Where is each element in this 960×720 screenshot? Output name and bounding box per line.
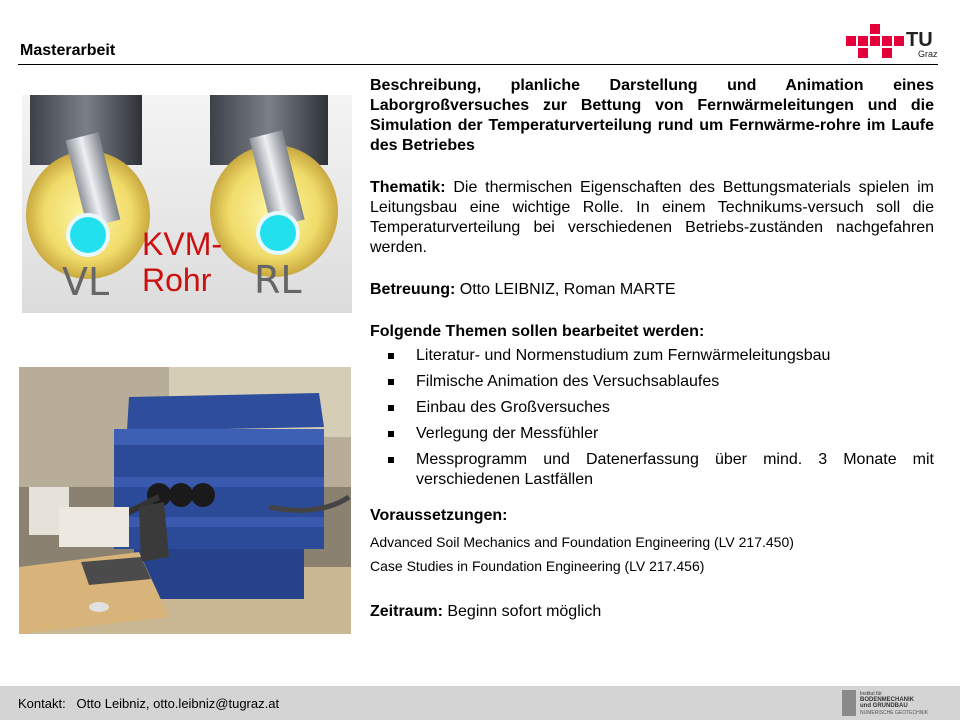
- svg-text:Institut für: Institut für: [860, 691, 882, 697]
- label-kvm-1: KVM-: [142, 226, 222, 262]
- svg-text:BODENMECHANIK: BODENMECHANIK: [860, 697, 914, 703]
- bullet-icon: [388, 457, 394, 463]
- themen-list: [370, 346, 934, 490]
- label-vl: VL: [62, 260, 110, 304]
- betreuung-text: Otto LEIBNIZ, Roman MARTE: [455, 281, 676, 298]
- list-item: Filmische Animation des Versuchsablaufes: [370, 372, 934, 392]
- tu-logo-sub: Graz: [918, 49, 938, 59]
- description-column: [370, 76, 934, 622]
- thesis-heading: Beschreibung, planliche Darstellung und Animation eines Laborgroßversuches zur Bettung von Fernwärmeleitungen und die Simulation der Temperaturverteilung rund um Fernwärme-rohre im Laufe des Betriebes: [370, 77, 934, 154]
- kvm-pipe-illustration: [22, 95, 352, 313]
- label-kvm-2: Rohr: [142, 262, 212, 298]
- label-rl: RL: [254, 258, 302, 302]
- prerequisite-item: Advanced Soil Mechanics and Foundation Engineering (LV 217.450): [370, 534, 794, 550]
- lab-experiment-photo: [19, 367, 351, 634]
- bullet-icon: [388, 379, 394, 385]
- bullet-icon: [388, 353, 394, 359]
- bullet-icon: [388, 431, 394, 437]
- svg-text:NUMERISCHE GEOTECHNIK: NUMERISCHE GEOTECHNIK: [860, 710, 929, 716]
- tu-graz-logo: [846, 22, 940, 64]
- institute-logo: [842, 689, 944, 717]
- list-item: Verlegung der Messfühler: [370, 424, 934, 444]
- tu-logo-text: TU: [906, 29, 933, 51]
- svg-text:und GRUNDBAU: und GRUNDBAU: [860, 703, 908, 709]
- page-title: Masterarbeit: [20, 42, 116, 59]
- list-item: Literatur- und Normenstudium zum Fernwärmeleitungsbau: [370, 346, 934, 366]
- list-item: Einbau des Großversuches: [370, 398, 934, 418]
- themen-heading: Folgende Themen sollen bearbeitet werden:: [370, 323, 705, 340]
- thematik-text: Die thermischen Eigenschaften des Bettungsmaterials spielen im Leitungsbau eine wichtige Rolle. In einem Technikums-versuch soll die Temperaturverteilung bei verschiedenen Betriebs-zuständen nachgefahren werden.: [370, 179, 934, 256]
- zeitraum-paragraph: [370, 602, 934, 622]
- thematik-paragraph: [370, 178, 934, 258]
- zeitraum-label: Zeitraum:: [370, 603, 443, 620]
- thematik-label: Thematik:: [370, 179, 446, 196]
- contact-text: Kontakt: Otto Leibniz, otto.leibniz@tugraz.at: [18, 696, 280, 711]
- betreuung-label: Betreuung:: [370, 281, 456, 298]
- header-divider: [18, 64, 938, 65]
- voraussetzungen-heading: Voraussetzungen:: [370, 507, 508, 524]
- list-item: Messprogramm und Datenerfassung über mind. 3 Monate mit verschiedenen Lastfällen: [370, 450, 934, 490]
- betreuung-paragraph: [370, 280, 934, 300]
- bullet-icon: [388, 405, 394, 411]
- zeitraum-text: Beginn sofort möglich: [442, 603, 602, 620]
- prerequisite-item: Case Studies in Foundation Engineering (LV 217.456): [370, 558, 705, 574]
